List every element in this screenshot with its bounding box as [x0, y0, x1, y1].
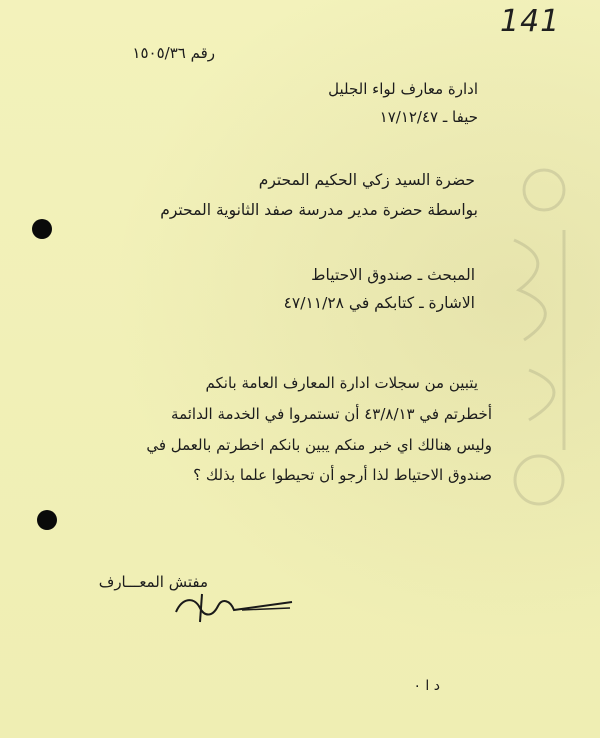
department-heading: ادارة معارف لواء الجليل: [328, 80, 478, 98]
handwritten-signature: [172, 588, 297, 626]
reference-line: الاشارة ـ كتابكم في ٤٧/١١/٢٨: [283, 294, 475, 312]
body-line: وليس هنالك اي خبر منكم يبين بانكم اخطرتم بالعمل في: [146, 436, 492, 454]
addressee-via-line: بواسطة حضرة مدير مدرسة صفد الثانوية المحترم: [160, 201, 478, 219]
body-line: أخطرتم في ٤٣/٨/١٣ أن تستمروا في الخدمة الدائمة: [171, 405, 492, 423]
place-date: حيفا ـ ١٧/١٢/٤٧: [379, 108, 478, 126]
subject-line: المبحث ـ صندوق الاحتياط: [311, 266, 475, 284]
signature-title: مفتش المعـــارف: [98, 573, 208, 591]
addressee-line: حضرة السيد زكي الحكيم المحترم: [258, 171, 475, 189]
punch-hole-top: [32, 219, 52, 239]
body-line: يتبين من سجلات ادارة المعارف العامة بانكم: [205, 374, 478, 392]
punch-hole-bottom: [37, 510, 57, 530]
folio-number: 141: [500, 4, 561, 39]
bleed-through-stamp: [499, 150, 594, 570]
body-line: صندوق الاحتياط لذا أرجو أن تحيطوا علما بذلك ؟: [193, 466, 492, 484]
footer-code: د ا ٠: [413, 678, 440, 694]
reference-number: رقم ١٥٠٥/٣٦: [132, 44, 215, 62]
